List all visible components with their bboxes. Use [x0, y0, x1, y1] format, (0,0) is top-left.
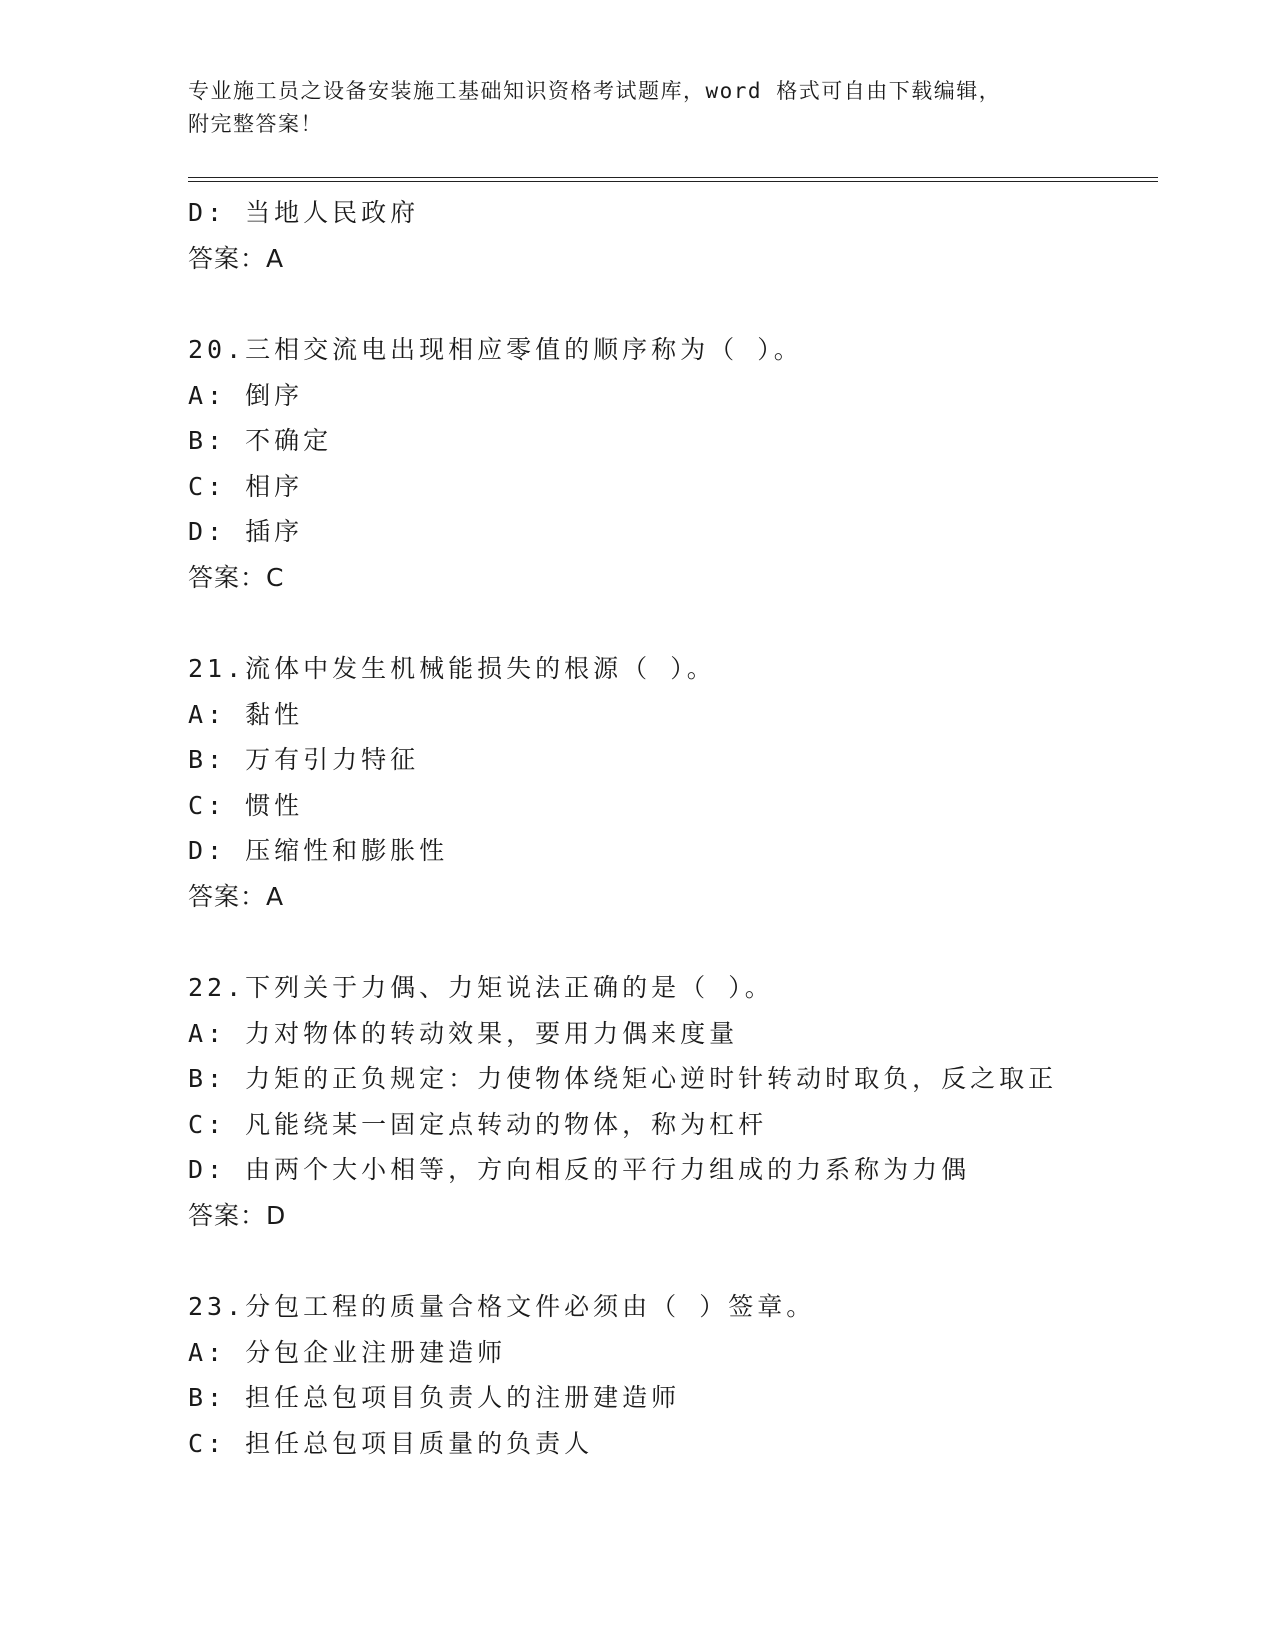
option-c: C: 凡能绕某一固定点转动的物体，称为杠杆 [188, 1109, 768, 1139]
question-stem: 22.下列关于力偶、力矩说法正确的是（ ）。 [188, 973, 774, 1002]
answer: 答案：A [188, 881, 285, 911]
question-stem: 23.分包工程的质量合格文件必须由（ ）签章。 [188, 1292, 816, 1321]
option-b: B: 万有引力特征 [188, 745, 420, 774]
prev-answer: 答案：A [188, 243, 285, 273]
option-b: B: 力矩的正负规定：力使物体绕矩心逆时针转动时取负，反之取正 [188, 1064, 1058, 1093]
header-line-1: 专业施工员之设备安装施工基础知识资格考试题库，word 格式可自由下载编辑， [188, 79, 1002, 103]
question-20 [188, 327, 1158, 600]
spacer [188, 1238, 1158, 1284]
prev-option-d: D: 当地人民政府 [188, 198, 420, 227]
option-c: C: 担任总包项目质量的负责人 [188, 1428, 594, 1458]
question-22 [188, 965, 1158, 1238]
option-d: D: 由两个大小相等，方向相反的平行力组成的力系称为力偶 [188, 1155, 971, 1184]
header-line-2: 附完整答案！ [188, 112, 323, 136]
question-list [188, 190, 1158, 1466]
option-a: A: 倒序 [188, 380, 304, 410]
spacer [188, 600, 1158, 646]
question-stem: 21.流体中发生机械能损失的根源（ ）。 [188, 654, 716, 683]
option-c: C: 惯性 [188, 790, 304, 820]
option-a: A: 分包企业注册建造师 [188, 1337, 507, 1367]
option-d: D: 插序 [188, 517, 304, 546]
option-a: A: 黏性 [188, 699, 304, 729]
spacer [188, 919, 1158, 965]
answer: 答案：C [188, 562, 285, 592]
question-21 [188, 646, 1158, 919]
header-divider [188, 177, 1158, 182]
document-header [188, 75, 1108, 141]
option-a: A: 力对物体的转动效果，要用力偶来度量 [188, 1018, 739, 1048]
option-c: C: 相序 [188, 471, 304, 501]
option-b: B: 不确定 [188, 426, 333, 455]
option-d: D: 压缩性和膨胀性 [188, 836, 449, 865]
question-stem: 20.三相交流电出现相应零值的顺序称为（ ）。 [188, 335, 803, 364]
spacer [188, 281, 1158, 327]
answer: 答案：D [188, 1200, 287, 1230]
question-23 [188, 1284, 1158, 1466]
option-b: B: 担任总包项目负责人的注册建造师 [188, 1383, 681, 1412]
